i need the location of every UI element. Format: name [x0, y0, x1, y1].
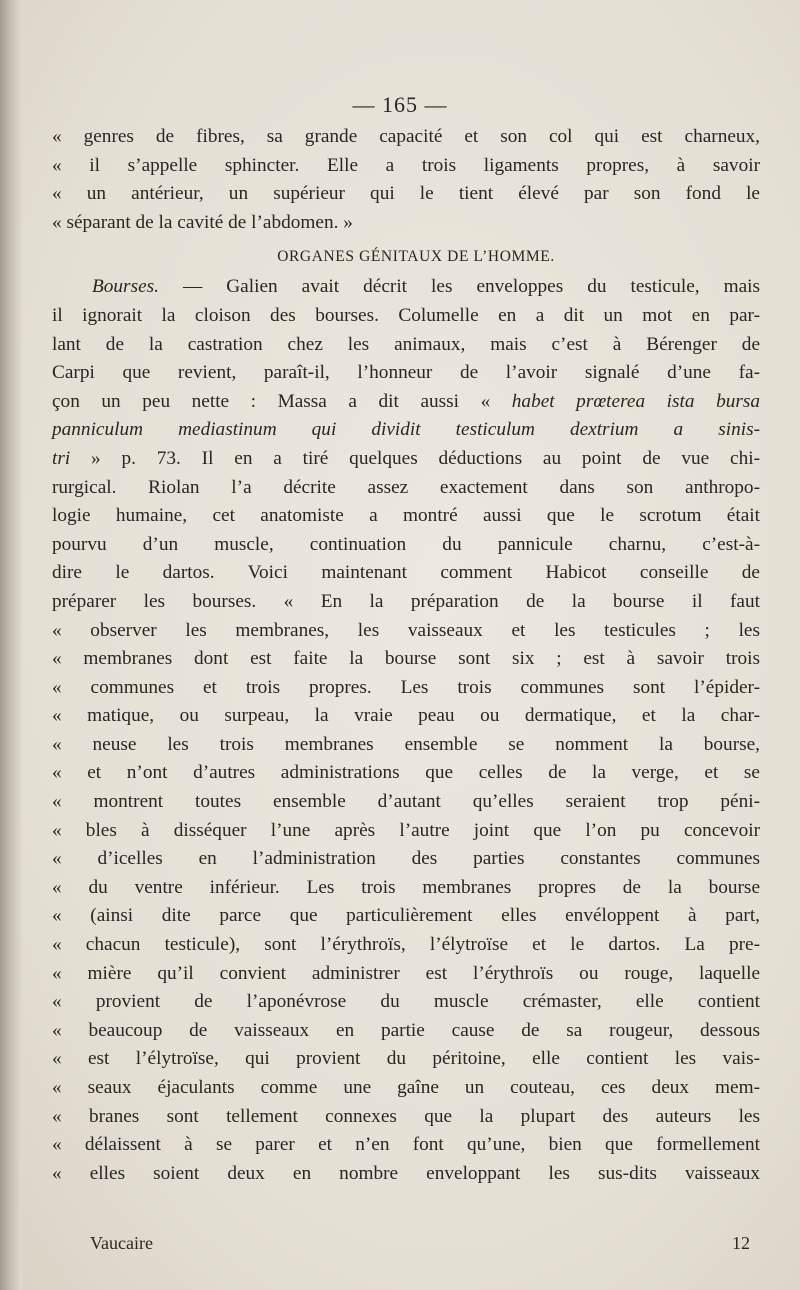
footer-author: Vaucaire — [90, 1233, 153, 1253]
quote-line: « membranes dont est faite la bourse sont six ; est à savoir trois — [52, 648, 760, 670]
quote-line: « il s’appelle sphincter. Elle a trois ligaments propres, à savoir — [52, 154, 760, 176]
quote-line: « délaissent à se parer et n’en font qu’une, bien que formellement — [52, 1134, 760, 1156]
quote-line: « et n’ont d’autres administrations que celles de la verge, et se — [52, 762, 760, 784]
latin-citation: tri — [52, 447, 71, 469]
quote-line: « communes et trois propres. Les trois communes sont l’épider- — [52, 676, 760, 698]
footer-signature-mark: 12 — [732, 1233, 750, 1253]
quote-line: « observer les membranes, les vaisseaux et les testicules ; les — [52, 619, 760, 641]
paragraph-line: préparer les bourses. « En la préparation de la bourse il faut — [52, 590, 760, 612]
quote-line: « beaucoup de vaisseaux en partie cause de sa rougeur, dessous — [52, 1019, 760, 1041]
quote-line: « bles à disséquer l’une après l’autre joint que l’on pu concevoir — [52, 819, 760, 841]
latin-citation: habet prœterea ista bursa — [511, 390, 760, 412]
paragraph-line: tri » p. 73. Il en a tiré quelques déductions au point de vue chi- — [52, 447, 760, 469]
quote-line: « mière qu’il convient administrer est l’érythroïs ou rouge, laquelle — [52, 962, 760, 984]
page-body — [52, 123, 760, 1188]
quote-line: « branes sont tellement connexes que la plupart des auteurs les — [52, 1105, 760, 1127]
quote-line: « neuse les trois membranes ensemble se nomment la bourse, — [52, 733, 760, 755]
latin-citation: panniculum mediastinum qui dividit testiculum dextrium a sinis- — [52, 419, 760, 441]
quote-line: « est l’élytroïse, qui provient du péritoine, elle contient les vais- — [52, 1048, 760, 1070]
page-number: — 165 — — [352, 92, 448, 117]
page-binding-edge — [0, 0, 22, 1290]
quote-line: « matique, ou surpeau, la vraie peau ou dermatique, et la char- — [52, 705, 760, 727]
quote-line: « du ventre inférieur. Les trois membranes propres de la bourse — [52, 876, 760, 898]
quote-line: « un antérieur, un supérieur qui le tient élevé par son fond le — [52, 183, 760, 205]
quote-line: « elles soient deux en nombre enveloppant les sus-dits vaisseaux — [52, 1162, 760, 1184]
paragraph-line — [52, 416, 760, 445]
quote-line: « montrent toutes ensemble d’autant qu’elles seraient trop péni- — [52, 791, 760, 813]
paragraph-line: il ignorait la cloison des bourses. Columelle en a dit un mot en par- — [52, 304, 760, 326]
paragraph-line: pourvu d’un muscle, continuation du pannicule charnu, c’est-à- — [52, 533, 760, 555]
page-footer — [90, 1233, 750, 1254]
quote-line: « chacun testicule), sont l’érythroïs, l’élytroïse et le dartos. La pre- — [52, 934, 760, 956]
paragraph-line: Bourses. — Galien avait décrit les enveloppes du testicule, mais — [92, 276, 760, 298]
quote-line: « (ainsi dite parce que particulièrement elles envéloppent à part, — [52, 905, 760, 927]
quote-line: « séparant de la cavité de l’abdomen. » — [52, 211, 353, 233]
paragraph-line: logie humaine, cet anatomiste a montré aussi que le scrotum était — [52, 505, 760, 527]
paragraph-line: çon un peu nette : Massa a dit aussi « habet prœterea ista bursa — [52, 390, 760, 412]
paragraph-line: Carpi que revient, paraît-il, l’honneur de l’avoir signalé d’une fa- — [52, 362, 760, 384]
quote-line: « d’icelles en l’administration des parties constantes communes — [52, 848, 760, 870]
quote-line: « genres de fibres, sa grande capacité et son col qui est charneux, — [52, 126, 760, 147]
paragraph-line: rurgical. Riolan l’a décrite assez exactement dans son anthropo- — [52, 476, 760, 498]
section-heading: ORGANES GÉNITAUX DE L’HOMME. — [277, 248, 555, 266]
quote-line: « seaux éjaculants comme une gaîne un couteau, ces deux mem- — [52, 1077, 760, 1098]
quote-line: « provient de l’aponévrose du muscle crémaster, elle contient — [52, 991, 760, 1013]
paragraph-line: lant de la castration chez les animaux, mais c’est à Bérenger de — [52, 333, 760, 355]
paragraph-line: dire le dartos. Voici maintenant comment Habicot conseille de — [52, 562, 760, 584]
lead-term: Bourses. — [92, 276, 159, 298]
